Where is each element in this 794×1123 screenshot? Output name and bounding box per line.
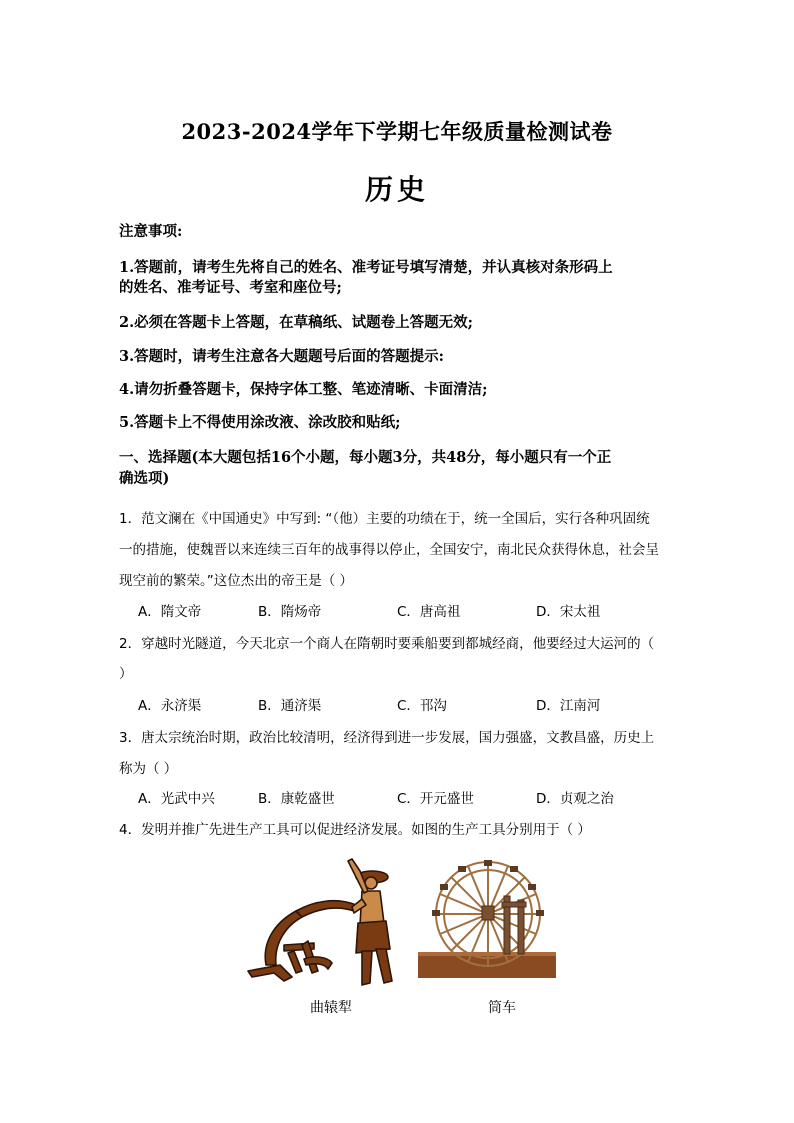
option-a: A．隋文帝 xyxy=(138,604,202,620)
question-text: 4．发明并推广先进生产工具可以促进经济发展。如图的生产工具分别用于（ ） xyxy=(119,822,591,838)
option-c: C．唐高祖 xyxy=(397,604,461,620)
subject-title: 历史 xyxy=(364,173,429,206)
figure-caption-waterwheel: 筒车 xyxy=(488,1000,516,1016)
notice-item: 1.答题前，请考生先将自己的姓名、准考证号填写清楚，并认真核对条形码上 xyxy=(119,259,613,276)
option-d: D．贞观之治 xyxy=(536,791,614,807)
notice-item: 2.必须在答题卡上答题，在草稿纸、试题卷上答题无效; xyxy=(119,314,473,331)
option-c: C．邗沟 xyxy=(397,698,447,714)
notice-item: 3.答题时，请考生注意各大题题号后面的答题提示: xyxy=(119,348,444,365)
option-d: D．宋太祖 xyxy=(536,604,601,620)
curved-shaft-plough-illustration xyxy=(244,853,400,989)
option-c: C．开元盛世 xyxy=(397,791,474,807)
option-d: D．江南河 xyxy=(536,698,601,714)
notice-item-continued: 的姓名、准考证号、考室和座位号; xyxy=(119,279,342,296)
option-b: B．通济渠 xyxy=(258,698,322,714)
section-heading: 一、选择题(本大题包括16个小题，每小题3分，共48分，每小题只有一个正 xyxy=(119,449,612,466)
notice-item: 5.答题卡上不得使用涂改液、涂改胶和贴纸; xyxy=(119,414,401,431)
question-text: 2．穿越时光隧道，今天北京一个商人在隋朝时要乘船要到都城经商，他要经过大运河的（ xyxy=(119,636,655,652)
question-text: 1．范文澜在《中国通史》中写到: “（他）主要的功绩在于，统一全国后，实行各种巩固统 xyxy=(119,511,650,527)
question-text: ） xyxy=(119,666,133,682)
figure-caption-plough: 曲辕犁 xyxy=(310,1000,352,1016)
noria-water-wheel-illustration xyxy=(418,856,556,978)
notice-item: 4.请勿折叠答题卡，保持字体工整、笔迹清晰、卡面清洁; xyxy=(119,381,488,398)
question-text: 一的措施，使魏晋以来连续三百年的战事得以停止，全国安宁，南北民众获得休息，社会呈 xyxy=(119,542,659,558)
question-text: 现空前的繁荣。”这位杰出的帝王是（ ） xyxy=(119,573,354,589)
question-text: 称为（ ） xyxy=(119,761,178,777)
question-text: 3．唐太宗统治时期，政治比较清明，经济得到进一步发展，国力强盛，文教昌盛，历史上 xyxy=(119,730,655,746)
option-b: B．康乾盛世 xyxy=(258,791,335,807)
option-a: A．永济渠 xyxy=(138,698,202,714)
option-b: B．隋炀帝 xyxy=(258,604,322,620)
exam-title: 2023-2024学年下学期七年级质量检测试卷 xyxy=(181,119,613,144)
notice-heading: 注意事项: xyxy=(119,223,183,240)
section-heading-continued: 确选项) xyxy=(119,470,170,487)
option-a: A．光武中兴 xyxy=(138,791,215,807)
